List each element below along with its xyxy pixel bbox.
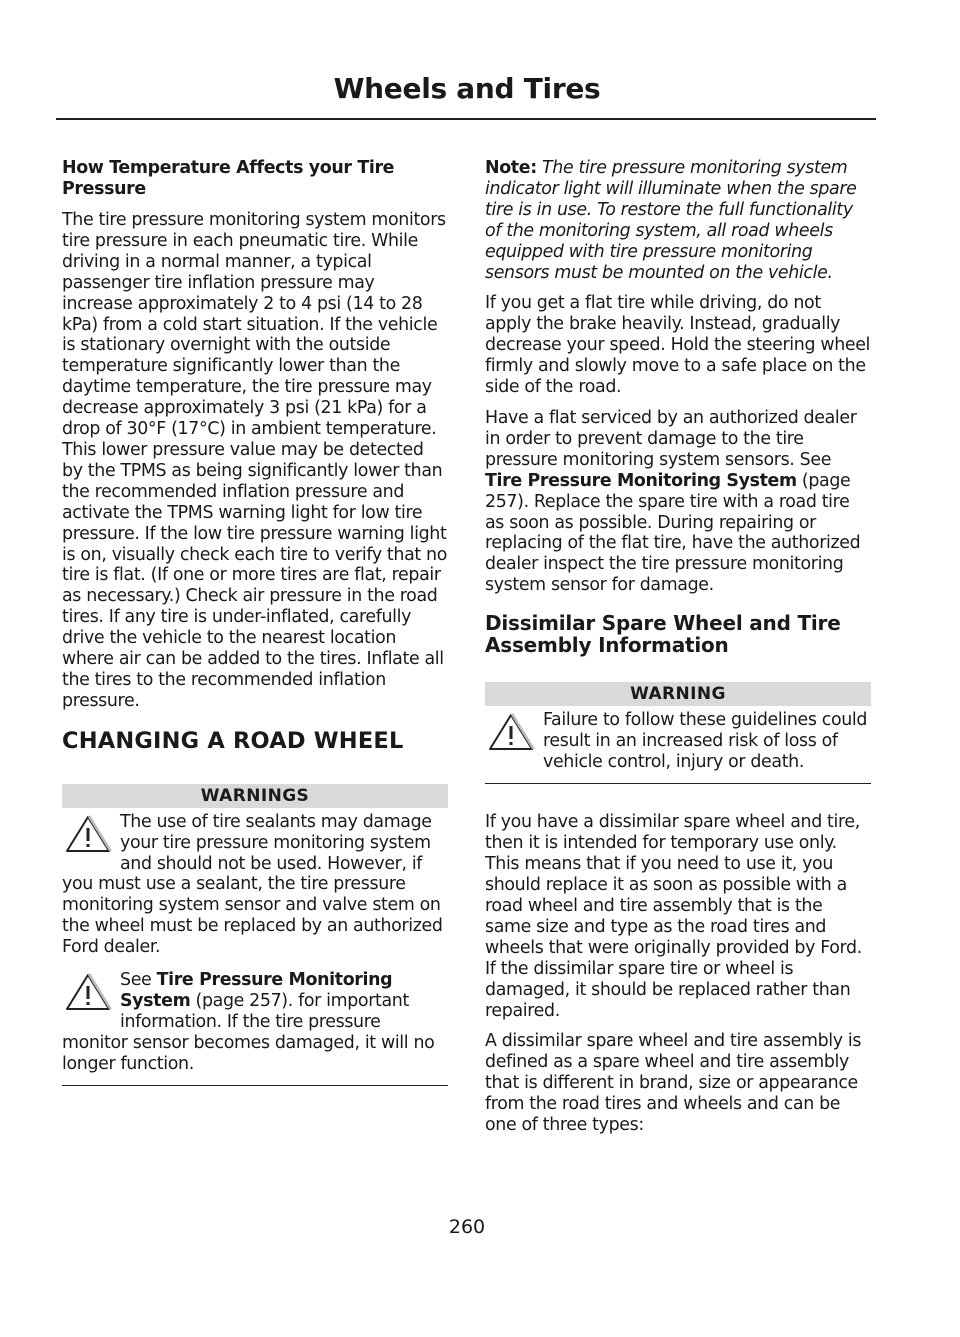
warning-sealant [62,812,448,958]
right-column [485,158,871,1146]
warning-tpms-text [62,970,448,1075]
flat-serviced-end: (page 257). Replace the spare tire with a road tire as soon as possible. During repairing or replacing of the flat tire, have the authorized dealer inspect the tire pressure monitoring system sensor for damage. [485,470,861,596]
warnings-label: WARNINGS [62,784,448,808]
note-label: Note: [485,158,537,178]
warning-end-divider [485,783,871,785]
warnings-end-divider [62,1085,448,1087]
dissimilar-definition-paragraph: A dissimilar spare wheel and tire assembly is defined as a spare wheel and tire assembly that is different in brand, size or appearance from the road tires and wheels and can be one of three types: [485,1031,862,1136]
warning-see: See [120,970,157,991]
flat-serviced-start: Have a flat serviced by an authorized dealer in order to prevent damage to the tire pressure monitoring system sensors. See [485,407,857,470]
warning-triangle-icon [64,814,112,854]
page-title: Wheels and Tires [333,72,601,105]
warning-tpms-rest: (page 257). for important information. If the tire pressure monitor sensor becomes damaged, it will no longer function. [62,991,435,1074]
header-divider [56,118,876,120]
flat-tire-paragraph: If you get a flat tire while driving, do not apply the brake heavily. Instead, gradually decrease your speed. Hold the steering wheel firmly and slowly move to a safe place on the side of the road. [485,293,871,398]
warning-label: WARNING [485,682,871,706]
flat-serviced-paragraph [485,408,871,596]
warning-sealant-text: The use of tire sealants may damage your tire pressure monitoring system and should not be used. However, if you must use a sealant, the tire pressure monitoring system sensor and valve stem on the wheel must be replaced by an authorized Ford dealer. [62,811,443,958]
temperature-subheading: How Temperature Affects your Tire Pressure [62,158,395,199]
warning-triangle-icon [487,712,535,752]
temperature-paragraph: The tire pressure monitoring system monitors tire pressure in each pneumatic tire. While driving in a normal manner, a typical passenger tire inflation pressure may increase approximately 2 to 4 psi (14 to 28 kPa) from a cold start situation. If the vehicle is stationary overnight with the outside temperature significantly lower than the daytime temperature, the tire pressure may decrease approximately 3 psi (21 kPa) for a drop of 30°F (17°C) in ambient temperature. This lower pressure value may be detected by the TPMS as being significantly lower than the recommended inflation pressure and activate the TPMS warning light for low tire pressure. If the low tire pressure warning light is on, visually check each tire to verify that no tire is flat. (If one or more tires are flat, repair as necessary.) Check air pressure in the road tires. If any tire is under-inflated, carefully drive the vehicle to the nearest location where air can be added to the tires. Inflate all the tires to the recommended inflation pressure. [62,210,447,711]
left-column [62,158,448,1114]
changing-road-wheel-heading: CHANGING A ROAD WHEEL [62,727,404,754]
dissimilar-paragraph: If you have a dissimilar spare wheel and tire, then it is intended for temporary use only. This means that if you need to use it, you should replace it as soon as possible with a road wheel and tire assembly that is the same size and type as the road tires and wheels that were originally provided by Ford. If the dissimilar spare tire or wheel is damaged, it should be replaced rather than repaired. [485,812,862,1021]
warning-guidelines-text: Failure to follow these guidelines could result in an increased risk of loss of vehicle control, injury or death. [543,710,868,772]
tpms-link[interactable]: Tire Pressure Monitoring System [120,970,393,1011]
dissimilar-spare-heading: Dissimilar Spare Wheel and Tire Assembly Information [485,611,841,658]
note-text: The tire pressure monitoring system indicator light will illuminate when the spare tire is in use. To restore the full functionality of the monitoring system, all road wheels equipped with tire pressure monitoring sensors must be mounted on the vehicle. [485,158,857,283]
page-number: 260 [448,1216,486,1238]
warning-tpms [62,970,448,1075]
warning-triangle-icon [64,972,112,1012]
tpms-link[interactable]: Tire Pressure Monitoring System [485,470,797,491]
warning-guidelines [485,710,871,773]
note-paragraph [485,158,871,283]
